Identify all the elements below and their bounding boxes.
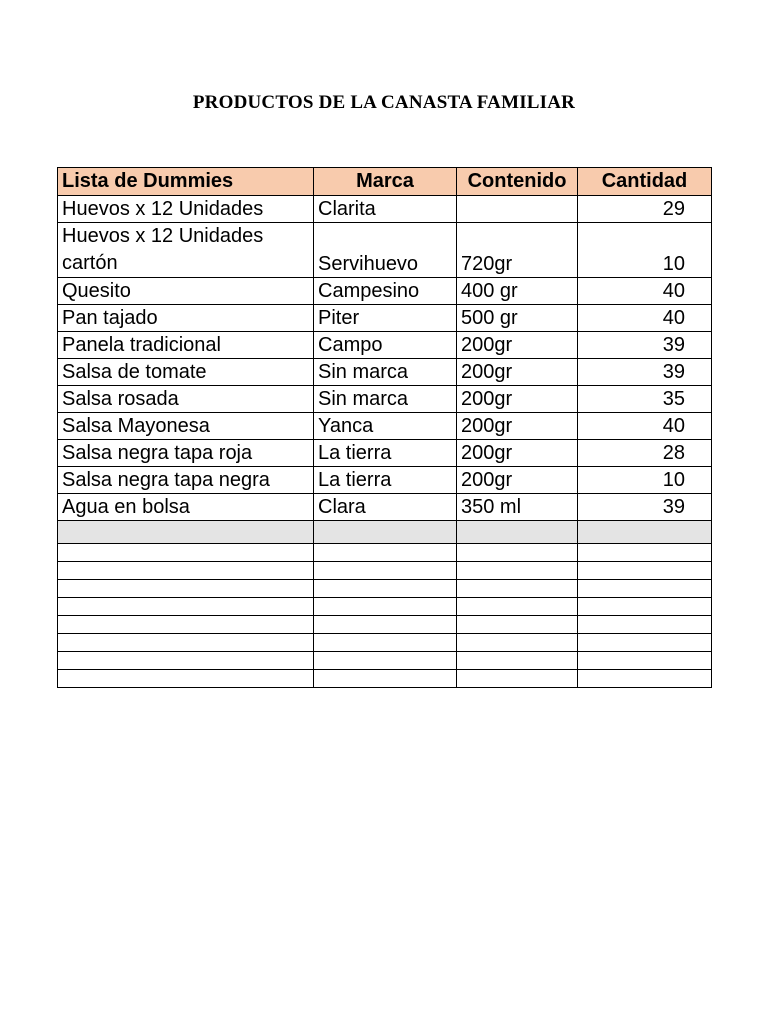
page-title: PRODUCTOS DE LA CANASTA FAMILIAR: [192, 92, 576, 113]
empty-cell: [578, 634, 712, 652]
cell-contenido: 200gr: [457, 440, 578, 467]
cell-cantidad: 39: [578, 359, 712, 386]
cell-contenido: 200gr: [457, 467, 578, 494]
empty-cell: [457, 670, 578, 688]
column-header-marca: Marca: [314, 168, 457, 196]
empty-cell: [578, 544, 712, 562]
cell-marca: Clarita: [314, 196, 457, 223]
column-header-cantidad: Cantidad: [578, 168, 712, 196]
empty-cell: [457, 616, 578, 634]
empty-cell: [314, 670, 457, 688]
table-row: [58, 440, 712, 467]
empty-cell: [578, 580, 712, 598]
empty-cell: [578, 562, 712, 580]
cell-contenido: 200gr: [457, 332, 578, 359]
empty-cell: [314, 598, 457, 616]
cell-cantidad: 40: [578, 278, 712, 305]
table-row: [58, 359, 712, 386]
cell-contenido: 350 ml: [457, 494, 578, 521]
empty-cell: [578, 652, 712, 670]
table-row: [58, 467, 712, 494]
empty-row: [58, 562, 712, 580]
empty-row: [58, 544, 712, 562]
empty-cell: [58, 652, 314, 670]
empty-cell: [58, 634, 314, 652]
table-row: [58, 494, 712, 521]
empty-row: [58, 616, 712, 634]
cell-marca: Clara: [314, 494, 457, 521]
empty-cell: [314, 634, 457, 652]
cell-cantidad: 10: [578, 467, 712, 494]
empty-cell: [578, 616, 712, 634]
cell-cantidad: 40: [578, 413, 712, 440]
empty-cell: [314, 544, 457, 562]
empty-cell: [58, 616, 314, 634]
empty-cell: [457, 598, 578, 616]
cell-marca: Sin marca: [314, 386, 457, 413]
table-row: [58, 386, 712, 413]
cell-producto: Agua en bolsa: [58, 494, 314, 521]
cell-cantidad: 40: [578, 305, 712, 332]
empty-cell: [457, 580, 578, 598]
table-row: [58, 196, 712, 223]
empty-cell: [314, 521, 457, 544]
table-header-row: [58, 168, 712, 196]
cell-marca: La tierra: [314, 440, 457, 467]
table-row: [58, 413, 712, 440]
cell-cantidad: 28: [578, 440, 712, 467]
table-row: [58, 223, 712, 278]
cell-producto: Salsa rosada: [58, 386, 314, 413]
cell-producto: Salsa negra tapa roja: [58, 440, 314, 467]
cell-cantidad: 29: [578, 196, 712, 223]
cell-producto: Salsa de tomate: [58, 359, 314, 386]
cell-producto: Salsa Mayonesa: [58, 413, 314, 440]
cell-producto: Panela tradicional: [58, 332, 314, 359]
empty-cell: [314, 562, 457, 580]
cell-producto: Quesito: [58, 278, 314, 305]
column-header-producto: Lista de Dummies: [58, 168, 314, 196]
cell-producto: Huevos x 12 Unidades cartón: [58, 223, 314, 278]
empty-row: [58, 580, 712, 598]
cell-contenido: 720gr: [457, 223, 578, 278]
empty-row: [58, 670, 712, 688]
table-row: [58, 305, 712, 332]
cell-cantidad: 39: [578, 332, 712, 359]
empty-cell: [457, 634, 578, 652]
cell-marca: Yanca: [314, 413, 457, 440]
cell-contenido: 500 gr: [457, 305, 578, 332]
cell-contenido: [457, 196, 578, 223]
cell-producto: Pan tajado: [58, 305, 314, 332]
empty-cell: [314, 580, 457, 598]
empty-cell: [314, 652, 457, 670]
product-table: [57, 167, 712, 688]
empty-cell: [58, 562, 314, 580]
cell-marca: Sin marca: [314, 359, 457, 386]
empty-cell: [457, 521, 578, 544]
empty-cell: [457, 562, 578, 580]
empty-cell: [58, 580, 314, 598]
cell-marca: Piter: [314, 305, 457, 332]
cell-producto: Salsa negra tapa negra: [58, 467, 314, 494]
cell-contenido: 200gr: [457, 386, 578, 413]
empty-cell: [578, 521, 712, 544]
empty-row: [58, 652, 712, 670]
cell-cantidad: 35: [578, 386, 712, 413]
cell-contenido: 400 gr: [457, 278, 578, 305]
cell-cantidad: 10: [578, 223, 712, 278]
cell-marca: La tierra: [314, 467, 457, 494]
cell-contenido: 200gr: [457, 359, 578, 386]
column-header-contenido: Contenido: [457, 168, 578, 196]
empty-cell: [578, 598, 712, 616]
empty-cell: [58, 544, 314, 562]
empty-cell: [314, 616, 457, 634]
cell-producto: Huevos x 12 Unidades: [58, 196, 314, 223]
table-row: [58, 332, 712, 359]
empty-row: [58, 521, 712, 544]
empty-cell: [578, 670, 712, 688]
empty-cell: [58, 521, 314, 544]
cell-cantidad: 39: [578, 494, 712, 521]
empty-row: [58, 598, 712, 616]
table-row: [58, 278, 712, 305]
cell-marca: Campesino: [314, 278, 457, 305]
cell-marca: Servihuevo: [314, 223, 457, 278]
empty-row: [58, 634, 712, 652]
empty-cell: [457, 544, 578, 562]
cell-contenido: 200gr: [457, 413, 578, 440]
empty-cell: [457, 652, 578, 670]
empty-cell: [58, 598, 314, 616]
empty-cell: [58, 670, 314, 688]
cell-marca: Campo: [314, 332, 457, 359]
